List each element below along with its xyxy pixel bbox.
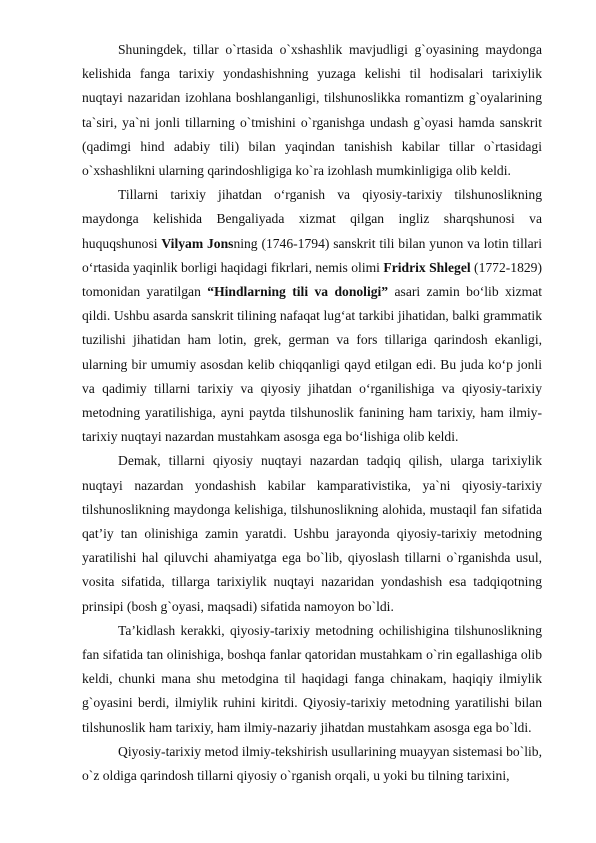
bold-text-segment: Fridrix Shlegel <box>383 259 471 275</box>
bold-text-segment: Vilyam Jons <box>161 235 234 251</box>
paragraph-4 <box>82 619 542 740</box>
paragraph-2 <box>82 183 542 449</box>
paragraph-3 <box>82 449 542 618</box>
text-segment: (1772-1829) tomonidan yaratilgan <box>82 259 542 300</box>
paragraph-5 <box>82 740 542 788</box>
text-segment: Shuningdek, tillar o`rtasida o`xshashlik mavjudligi g`oyasining maydonga kelishida fanga tarixiy yondashishning yuzaga kelishi til hodisalari tarixiylik nuqtayi nazaridan izohlana boshlanganligi, tilshunoslikka romantizm g`oyalarining ta`siri, ya`ni jonli tillarning o`tmishini o`rganishga undash g`oyasi hamda sanskrit (qadimgi hind adabiy tili) bilan yaqindan tanishish kabilar tillar o`rtasidagi o`xshashlikni ularning qarindoshligiga ko`ra izohlash mumkinligiga olib keldi. <box>82 42 542 179</box>
bold-text-segment: “Hindlarning tili va donoligi” <box>207 284 389 300</box>
text-segment: Tillarni tarixiy jihatdan o‘rganish va qiyosiy-tarixiy tilshunoslikning maydonga kelishida Bengaliyada xizmat qilgan ingliz sharqshunosi va huquqshunosi <box>82 187 542 251</box>
text-segment: Ta’kidlash kerakki, qiyosiy-tarixiy metodning ochilishigina tilshunoslikning fan sifatida tan olinishiga, boshqa fanlar qatoridan mustahkam o`rin egallashiga olib keldi, chunki mana shu metodgina til haqidagi fanga chinakam, haqiqiy ilmiylik g`oyasini berdi, ilmiylik ruhini kiritdi. Qiyosiy-tarixiy metodning yaratilishi bilan tilshunoslik ham tarixiy, ham ilmiy-nazariy jihatdan mustahkam asosga ega bo`ldi. <box>82 622 542 735</box>
text-segment: Demak, tillarni qiyosiy nuqtayi nazardan tadqiq qilish, ularga tarixiylik nuqtayi nazardan yondashish kabilar kamparativistika, ya`ni qiyosiy-tarixiy tilshunoslikning maydonga kelishiga, tilshunoslikning alohida, mustaqil fan sifatida qat’iy tan olinishiga zamin yaratdi. Ushbu jarayonda qiyosiy-tarixiy metodning yaratilishi hal qiluvchi ahamiyatga ega bo`lib, qiyoslash tillarni o`rganishda usul, vosita sifatida, tillarga tarixiylik nuqtayi nazaridan yondashish esa tadqiqotning prinsipi (bosh g`oyasi, maqsadi) sifatida namoyon bo`ldi. <box>82 453 542 614</box>
text-segment: ning (1746-1794) sanskrit tili bilan yunon va lotin tillari o‘rtasida yaqinlik borligi haqidagi fikrlari, nemis olimi <box>82 235 542 275</box>
text-segment: asari zamin bo‘lib xizmat qildi. Ushbu asarda sanskrit tilining nafaqat lug‘at tarkibi jihatidan, balki grammatik tuzilishi jihatidan ham lotin, grek, german va fors tillariga qarindosh ekanligi, ularning bir umumiy asosdan kelib chiqqanligi qayd etilgan edi. Bu juda ko‘p jonli va qadimiy tillarni tarixiy va qiyosiy jihatdan o‘rganilishiga va qiyosiy-tarixiy metodning yaratilishiga, ayni paytda tilshunoslik fanining ham tarixiy, ham ilmiy-tarixiy nuqtayi nazardan mustahkam asosga ega bo‘lishiga olib keldi. <box>82 284 542 445</box>
text-segment: Qiyosiy-tarixiy metod ilmiy-tekshirish usullarining muayyan sistemasi bo`lib, o`z oldiga qarindosh tillarni qiyosiy o`rganish orqali, u yoki bu tilning tarixini, <box>82 743 543 784</box>
paragraph-1 <box>82 38 542 183</box>
